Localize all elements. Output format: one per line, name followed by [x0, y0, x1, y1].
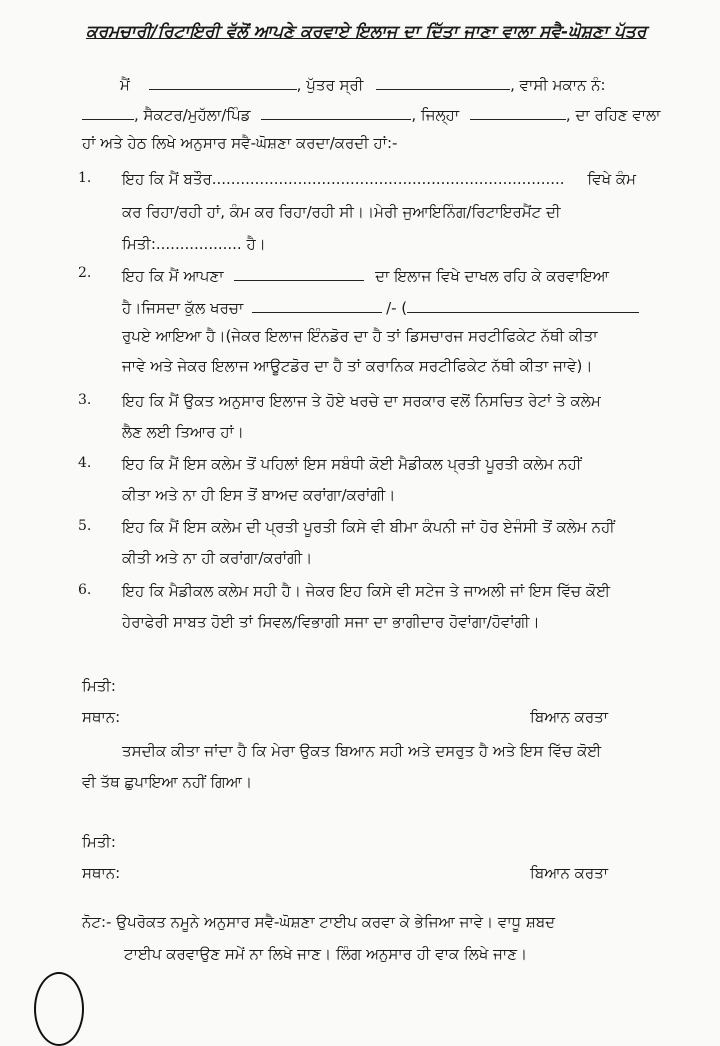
- note-line-1: ਨੋਟ:- ਉਪਰੋਕਤ ਨਮੂਨੇ ਅਨੁਸਾਰ ਸਵੈ-ਘੋਸ਼ਣਾ ਟਾਈਪ ਕਰਵਾ ਕੇ ਭੇਜਿਆ ਜਾਵੇ। ਵਾਧੂ ਸ਼ਬਦ: [82, 913, 556, 931]
- district-blank[interactable]: [470, 104, 566, 120]
- treatment-blank[interactable]: [234, 265, 364, 281]
- item-5-number: 5.: [78, 518, 92, 534]
- item-1-number: 1.: [78, 170, 92, 186]
- sig2-place-label: ਸਥਾਨ:: [82, 864, 121, 882]
- resident-label: , ਦਾ ਰਹਿਣ ਵਾਲਾ: [565, 106, 661, 124]
- item-1-line-2: ਕਰ ਰਿਹਾ/ਰਹੀ ਹਾਂ, ਕੰਮ ਕਰ ਰਿਹਾ/ਰਹੀ ਸੀ।।ਮੇਰੀ ਜੁਆਇਨਿੰਗ/ਰਿਟਾਇਰਮੈਂਟ ਦੀ: [122, 203, 561, 221]
- amount-words-blank[interactable]: [407, 297, 639, 313]
- item-5-line-2: ਕੀਤੀ ਅਤੇ ਨਾ ਹੀ ਕਰਾਂਗਾ/ਕਰਾਂਗੀ।: [122, 549, 313, 567]
- note-line-2: ਟਾਈਪ ਕਰਵਾਉਣ ਸਮੇਂ ਨਾ ਲਿਖੇ ਜਾਣ। ਲਿੰਗ ਅਨੁਸਾਰ ਹੀ ਵਾਕ ਲਿਖੇ ਜਾਣ।: [124, 945, 528, 963]
- item-4-line-2: ਕੀਤਾ ਅਤੇ ਨਾ ਹੀ ਇਸ ਤੋਂ ਬਾਅਦ ਕਰਾਂਗਾ/ਕਰਾਂਗੀ।: [122, 486, 396, 504]
- verification-line-2: ਵੀ ਤੱਥ ਛੁਪਾਇਆ ਨਹੀਂ ਗਿਆ।: [82, 773, 253, 791]
- item-3-number: 3.: [78, 392, 92, 408]
- district-label: , ਜਿਲ੍ਹਾ: [411, 106, 460, 124]
- intro-line-1: [120, 74, 606, 94]
- item-3-line-1: ਇਹ ਕਿ ਮੈਂ ਉਕਤ ਅਨੁਸਾਰ ਇਲਾਜ ਤੇ ਹੋਏ ਖਰਚੇ ਦਾ ਸਰਕਾਰ ਵਲੋਂ ਨਿਸਚਿਤ ਰੇਟਾਂ ਤੇ ਕਲੇਮ: [122, 392, 601, 410]
- intro-line-3: ਹਾਂ ਅਤੇ ਹੇਠ ਲਿਖੇ ਅਨੁਸਾਰ ਸਵੈ-ਘੋਸ਼ਣਾ ਕਰਦਾ/ਕਰਦੀ ਹਾਂ:-: [82, 134, 398, 152]
- sector-blank[interactable]: [261, 104, 411, 120]
- name-blank[interactable]: [149, 74, 297, 90]
- verification-line-1: ਤਸਦੀਕ ਕੀਤਾ ਜਾਂਦਾ ਹੈ ਕਿ ਮੇਰਾ ਉਕਤ ਬਿਆਨ ਸਹੀ ਅਤੇ ਦਸਰੁਤ ਹੈ ਅਤੇ ਇਸ ਵਿੱਚ ਕੋਈ: [122, 742, 602, 760]
- intro-line-2: [82, 104, 660, 124]
- item-2-text-a: ਇਹ ਕਿ ਮੈਂ ਆਪਣਾ: [122, 267, 224, 285]
- item-2-text-c: ਹੈ।ਜਿਸਦਾ ਕੁੱਲ ਖਰਚਾ: [122, 299, 244, 317]
- item-6-number: 6.: [78, 582, 92, 598]
- house-no-label: , ਵਾਸੀ ਮਕਾਨ ਨੰ:: [510, 76, 606, 94]
- sig1-declarant-label: ਬਿਆਨ ਕਰਤਾ: [530, 708, 609, 726]
- item-2-line-3: ਰੁਪਏ ਆਇਆ ਹੈ।(ਜੇਕਰ ਇਲਾਜ ਇੰਨਡੋਰ ਦਾ ਹੈ ਤਾਂ ਡਿਸਚਾਰਜ ਸਰਟੀਫਿਕੇਟ ਨੱਥੀ ਕੀਤਾ: [122, 327, 598, 345]
- house-no-blank[interactable]: [82, 104, 134, 120]
- amount-blank[interactable]: [252, 297, 382, 313]
- item-2-text-b: ਦਾ ਇਲਾਜ ਵਿਖੇ ਦਾਖਲ ਰਹਿ ਕੇ ਕਰਵਾਇਆ: [375, 267, 609, 285]
- item-2-line-2: [122, 297, 639, 317]
- sig2-declarant-label: ਬਿਆਨ ਕਰਤਾ: [530, 864, 609, 882]
- item-1-line-1-end: ਵਿਖੇ ਕੰਮ: [587, 170, 636, 188]
- item-1-line-3: ਮਿਤੀ:.................. ਹੈ।: [122, 235, 266, 253]
- item-2-text-d: /- (: [386, 299, 408, 317]
- intro-i-label: ਮੈਂ: [120, 76, 130, 94]
- sector-label: , ਸੈਕਟਰ/ਮੁਹੱਲਾ/ਪਿੰਡ: [134, 106, 251, 124]
- sig1-place-label: ਸਥਾਨ:: [82, 708, 121, 726]
- father-name-blank[interactable]: [376, 74, 510, 90]
- item-4-number: 4.: [78, 455, 92, 471]
- item-2-line-4: ਜਾਵੇ ਅਤੇ ਜੇਕਰ ਇਲਾਜ ਆਊਟਡੋਰ ਦਾ ਹੈ ਤਾਂ ਕਰਾਨਿਕ ਸਰਟੀਫਿਕੇਟ ਨੱਥੀ ਕੀਤਾ ਜਾਵੇ)।: [122, 357, 593, 375]
- hand-drawn-circle-mark: [34, 972, 84, 1046]
- item-5-line-1: ਇਹ ਕਿ ਮੈਂ ਇਸ ਕਲੇਮ ਦੀ ਪ੍ਰਤੀ ਪੂਰਤੀ ਕਿਸੇ ਵੀ ਬੀਮਾ ਕੰਪਨੀ ਜਾਂ ਹੋਰ ਏਜੰਸੀ ਤੋਂ ਕਲੇਮ ਨਹੀਂ: [122, 518, 615, 536]
- item-3-line-2: ਲੈਣ ਲਈ ਤਿਆਰ ਹਾਂ।: [122, 423, 244, 441]
- item-2-line-1: [122, 265, 609, 285]
- sig2-date-label: ਮਿਤੀ:: [82, 833, 116, 851]
- item-2-number: 2.: [78, 265, 92, 281]
- item-4-line-1: ਇਹ ਕਿ ਮੈਂ ਇਸ ਕਲੇਮ ਤੋਂ ਪਹਿਲਾਂ ਇਸ ਸਬੰਧੀ ਕੋਈ ਮੈਡੀਕਲ ਪ੍ਰਤੀ ਪੂਰਤੀ ਕਲੇਮ ਨਹੀਂ: [122, 455, 582, 473]
- son-of-label: , ਪੁੱਤਰ ਸ੍ਰੀ: [296, 76, 364, 94]
- item-6-line-2: ਹੇਰਾਫੇਰੀ ਸਾਬਤ ਹੋਈ ਤਾਂ ਸਿਵਲ/ਵਿਭਾਗੀ ਸਜਾ ਦਾ ਭਾਗੀਦਾਰ ਹੋਵਾਂਗਾ/ਹੋਵਾਂਗੀ।: [122, 613, 540, 631]
- item-1-line-1: ਇਹ ਕਿ ਮੈਂ ਬਤੌਰ..........................................................................: [122, 170, 565, 188]
- sig1-date-label: ਮਿਤੀ:: [82, 677, 116, 695]
- document-title: ਕਰਮਚਾਰੀ/ਰਿਟਾਇਰੀ ਵੱਲੋਂ ਆਪਣੇ ਕਰਵਾਏ ਇਲਾਜ ਦਾ ਦਿੱਤਾ ਜਾਣਾ ਵਾਲਾ ਸਵੈ-ਘੋਸ਼ਣਾ ਪੱਤਰ: [86, 22, 647, 42]
- item-6-line-1: ਇਹ ਕਿ ਮੈਡੀਕਲ ਕਲੇਮ ਸਹੀ ਹੈ। ਜੇਕਰ ਇਹ ਕਿਸੇ ਵੀ ਸਟੇਜ ਤੇ ਜਾਅਲੀ ਜਾਂ ਇਸ ਵਿੱਚ ਕੋਈ: [122, 582, 611, 600]
